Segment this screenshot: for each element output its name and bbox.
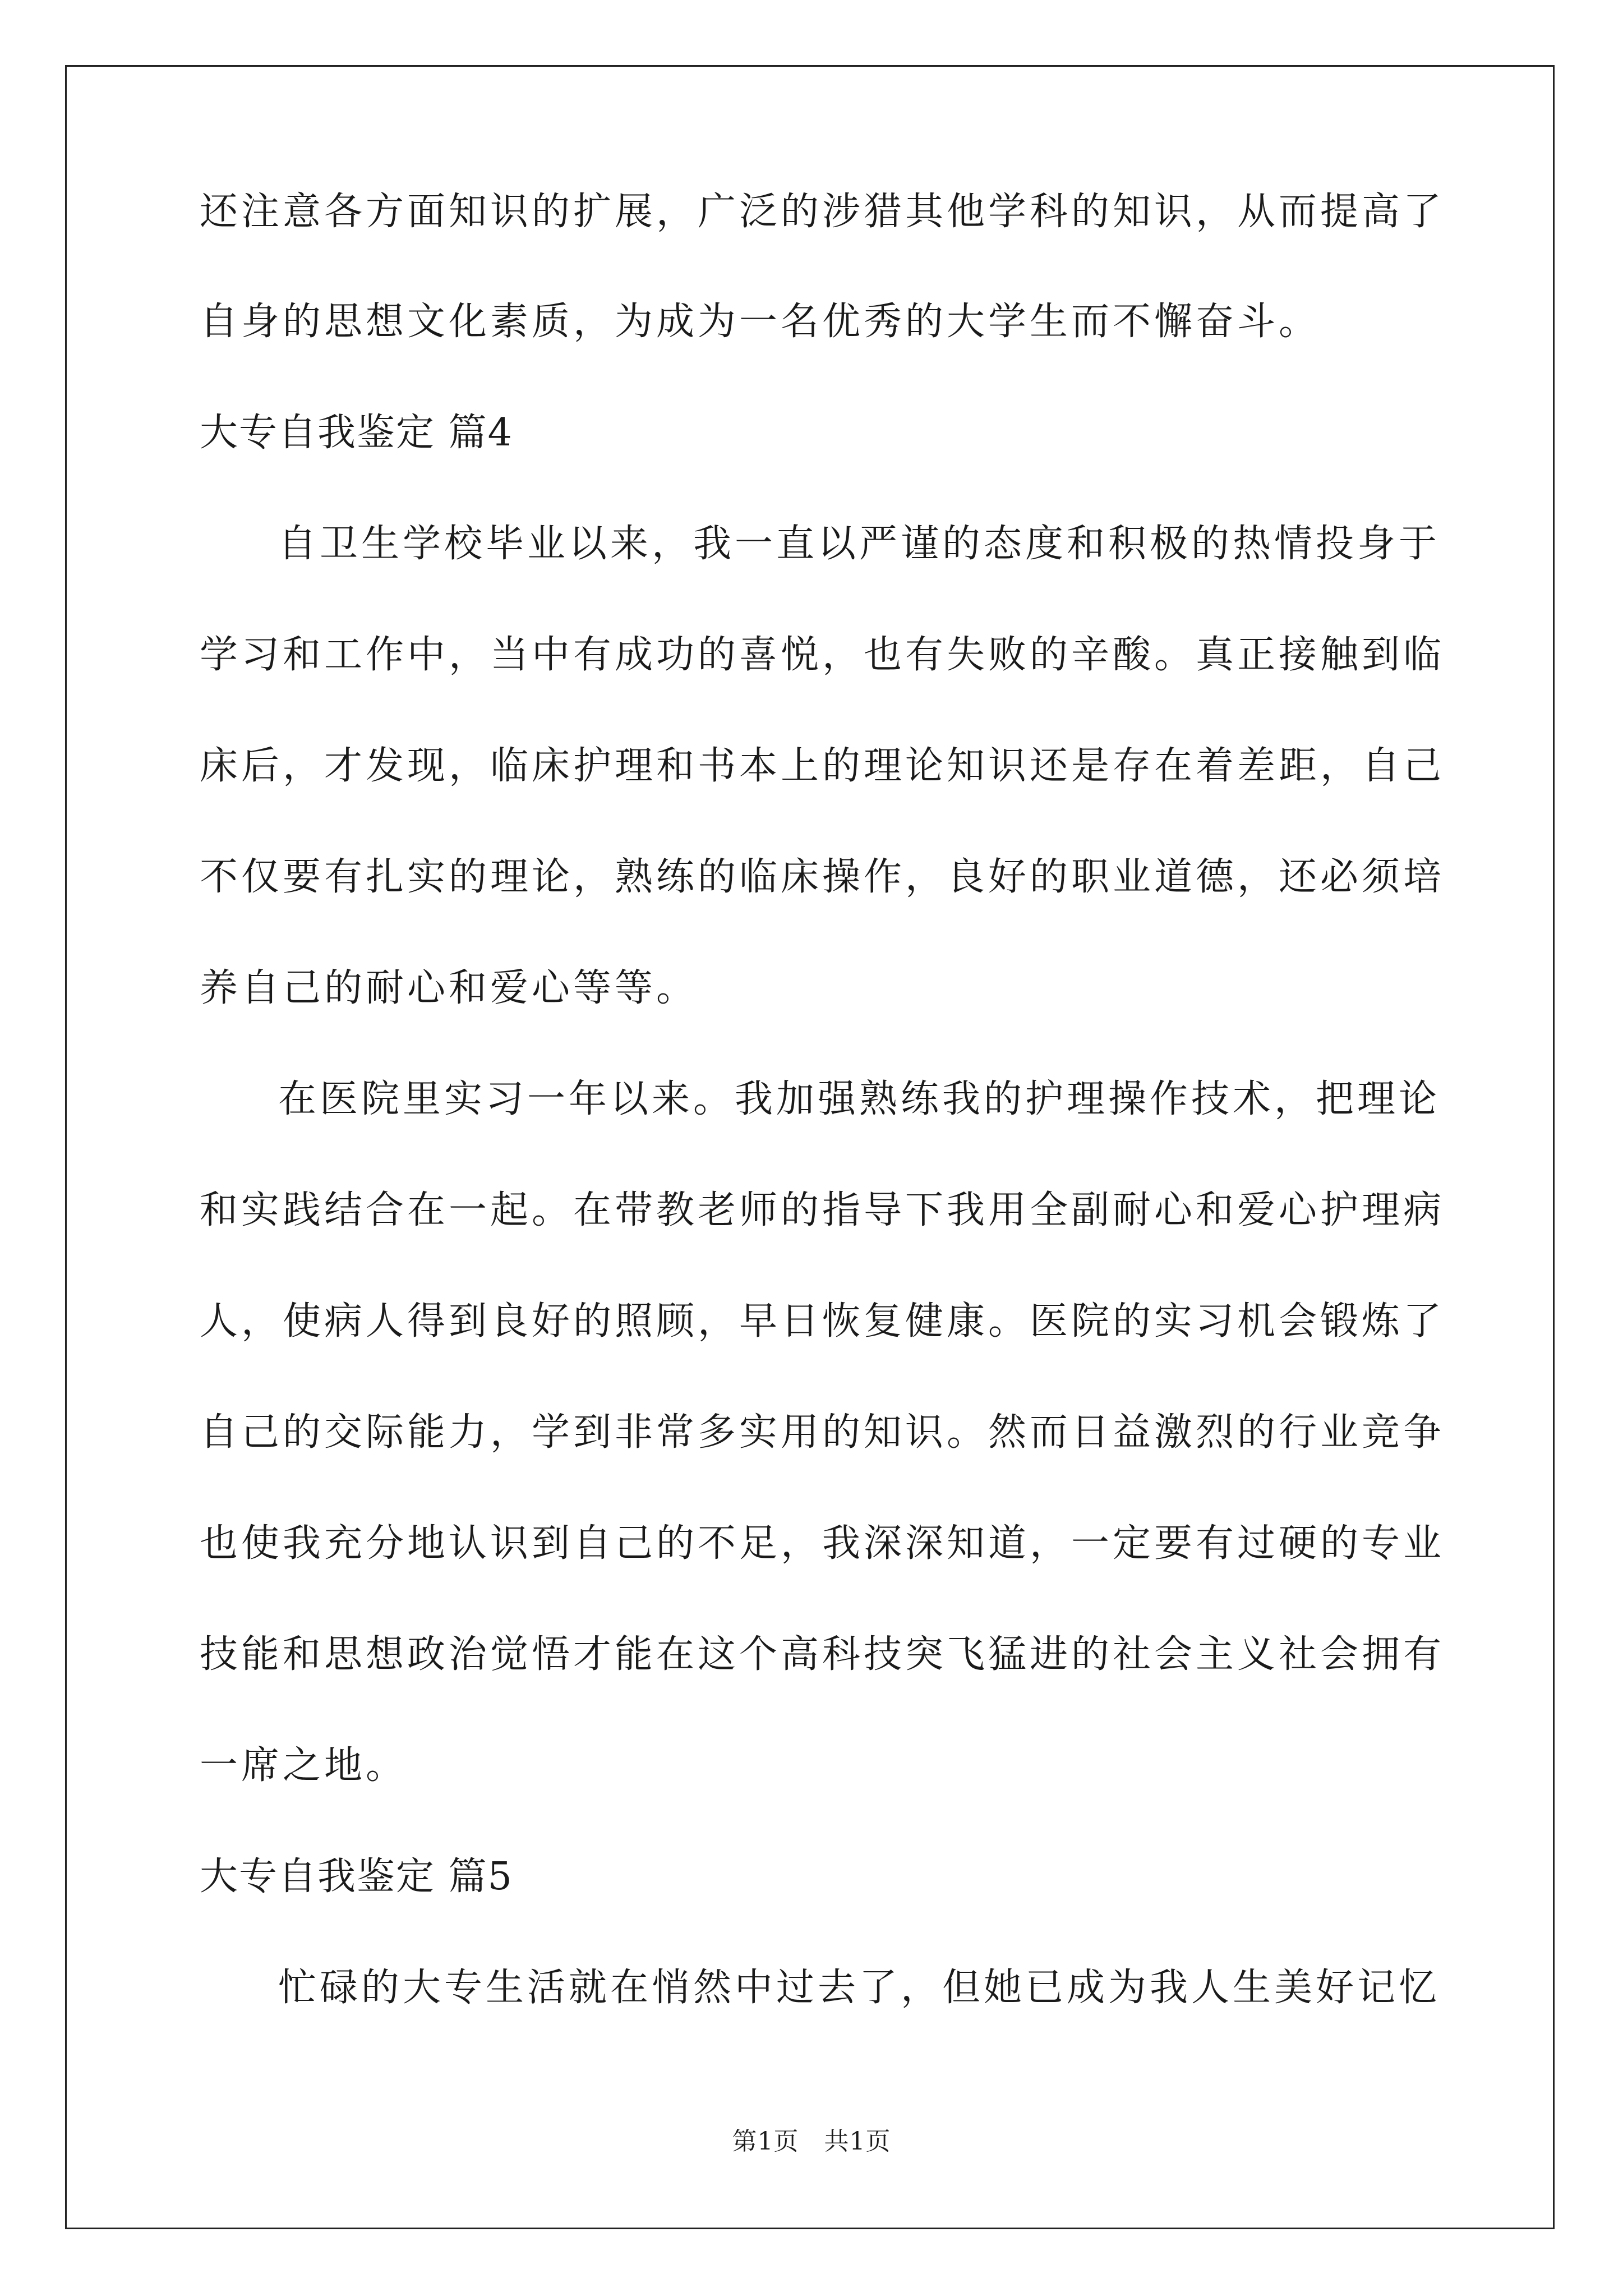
paragraph-line: 不仅要有扎实的理论，熟练的临床操作，良好的职业道德，还必须培	[200, 855, 1445, 899]
page-border	[65, 65, 1555, 2229]
paragraph-line: 技能和思想政治觉悟才能在这个高科技突飞猛进的社会主义社会拥有	[200, 1632, 1445, 1677]
paragraph-line: 学习和工作中，当中有成功的喜悦，也有失败的辛酸。真正接触到临	[200, 633, 1445, 677]
paragraph-line: 自己的交际能力，学到非常多实用的知识。然而日益激烈的行业竞争	[200, 1410, 1445, 1455]
paragraph-line: 在医院里实习一年以来。我加强熟练我的护理操作技术，把理论	[278, 1077, 1441, 1121]
paragraph-line: 人，使病人得到良好的照顾，早日恢复健康。医院的实习机会锻炼了	[200, 1299, 1445, 1343]
paragraph-line: 忙碌的大专生活就在悄然中过去了，但她已成为我人生美好记忆	[278, 1966, 1441, 2010]
paragraph-line: 一席之地。	[200, 1743, 408, 1788]
paragraph-line: 床后，才发现，临床护理和书本上的理论知识还是存在着差距，自己	[200, 744, 1445, 788]
page-number-footer: 第1页 共1页	[732, 2127, 891, 2156]
section-heading: 大专自我鉴定 篇5	[200, 1855, 513, 1899]
paragraph-line: 也使我充分地认识到自己的不足，我深深知道，一定要有过硬的专业	[200, 1521, 1445, 1566]
paragraph-line: 自身的思想文化素质，为成为一名优秀的大学生而不懈奋斗。	[200, 300, 1321, 344]
paragraph-line: 养自己的耐心和爱心等等。	[200, 966, 698, 1010]
paragraph-line: 和实践结合在一起。在带教老师的指导下我用全副耐心和爱心护理病	[200, 1188, 1445, 1232]
paragraph-line: 还注意各方面知识的扩展，广泛的涉猎其他学科的知识，从而提高了	[200, 190, 1445, 234]
paragraph-line: 自卫生学校毕业以来，我一直以严谨的态度和积极的热情投身于	[278, 522, 1441, 566]
section-heading: 大专自我鉴定 篇4	[200, 411, 513, 455]
